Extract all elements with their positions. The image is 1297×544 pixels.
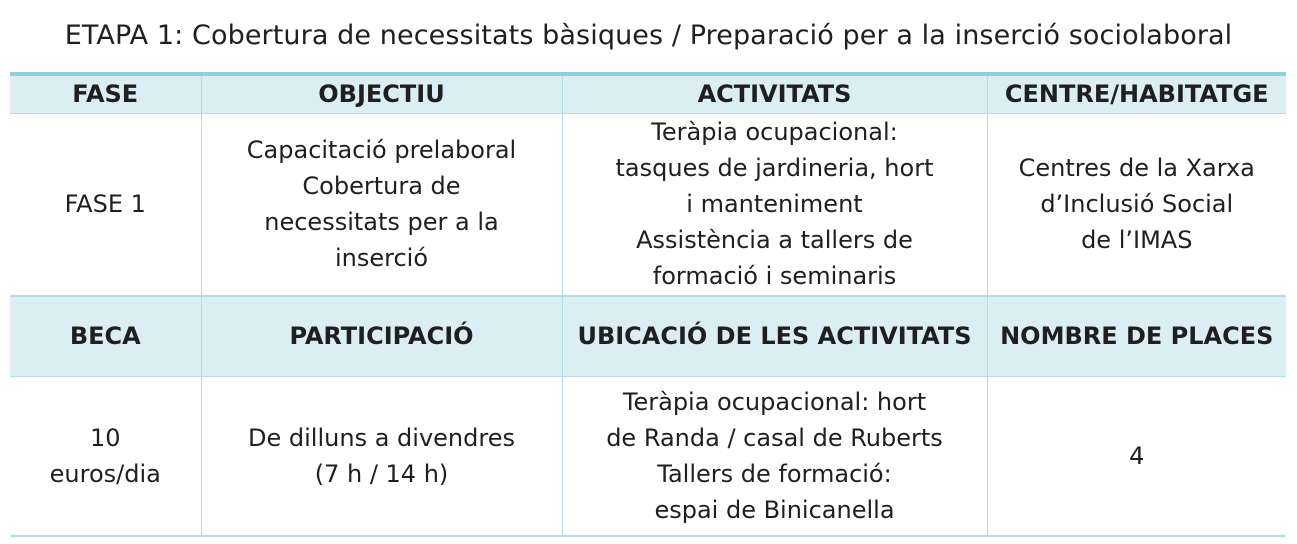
table-header-row	[10, 74, 1286, 113]
header-cell-objectiu: OBJECTIU	[201, 74, 562, 113]
cell-beca: 10 euros/dia	[10, 376, 201, 536]
header-cell-activitats: ACTIVITATS	[562, 74, 987, 113]
cell-objectiu: Capacitació prelaboral Cobertura de necessitats per a la inserció	[201, 113, 562, 296]
cell-nombre-places: 4	[987, 376, 1286, 536]
header-cell-nombre-places: NOMBRE DE PLACES	[987, 296, 1286, 376]
info-table	[10, 72, 1286, 537]
header-cell-beca: BECA	[10, 296, 201, 376]
table-row	[10, 113, 1286, 296]
header-cell-ubicacio: UBICACIÓ DE LES ACTIVITATS	[562, 296, 987, 376]
header-cell-participacio: PARTICIPACIÓ	[201, 296, 562, 376]
cell-fase: FASE 1	[10, 113, 201, 296]
cell-participacio: De dilluns a divendres (7 h / 14 h)	[201, 376, 562, 536]
cell-ubicacio: Teràpia ocupacional: hort de Randa / casal de Ruberts Tallers de formació: espai de Binicanella	[562, 376, 987, 536]
cell-activitats: Teràpia ocupacional: tasques de jardineria, hort i manteniment Assistència a tallers de formació i seminaris	[562, 113, 987, 296]
page-title: ETAPA 1: Cobertura de necessitats bàsiques / Preparació per a la inserció sociolaboral	[64, 20, 1233, 51]
table-row	[10, 376, 1286, 536]
table-header-row	[10, 296, 1286, 376]
cell-centre-habitatge: Centres de la Xarxa d’Inclusió Social de l’IMAS	[987, 113, 1286, 296]
header-cell-fase: FASE	[10, 74, 201, 113]
header-cell-centre-habitatge: CENTRE/HABITATGE	[987, 74, 1286, 113]
